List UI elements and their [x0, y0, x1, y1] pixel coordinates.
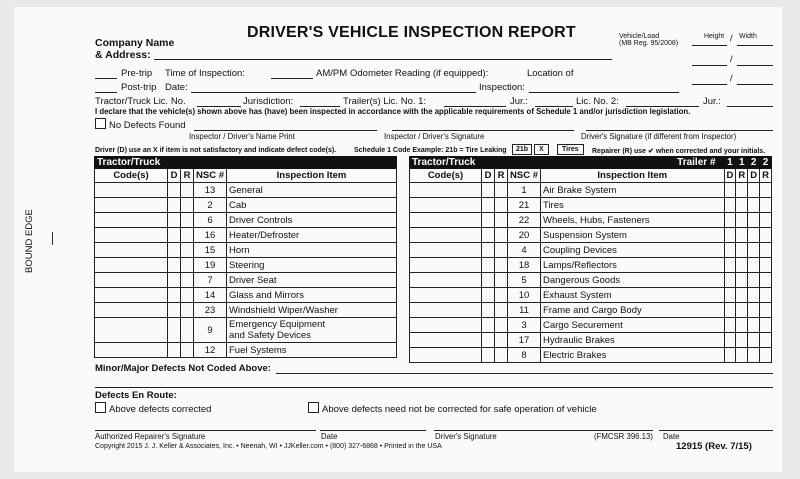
item-label: Windshield Wiper/Washer	[229, 304, 338, 316]
code-cell[interactable]	[410, 243, 482, 258]
height-field-3[interactable]	[692, 84, 727, 85]
trailer-check-cell[interactable]	[724, 183, 736, 198]
jur1-label: Jur.:	[510, 96, 528, 107]
repairer-cell[interactable]	[181, 183, 194, 198]
address-label: & Address:	[95, 49, 151, 61]
driver-cell[interactable]	[168, 213, 181, 228]
driver-cell[interactable]	[168, 318, 181, 343]
width-field-1[interactable]	[737, 45, 773, 46]
repairer-cell[interactable]	[181, 273, 194, 288]
inspector-sig-field[interactable]	[392, 130, 574, 131]
post-trip-check[interactable]	[95, 92, 117, 93]
repairer-cell[interactable]	[181, 288, 194, 303]
inspection-item-cell: Wheels, Hubs, Fasteners	[541, 213, 725, 228]
code-cell[interactable]	[410, 183, 482, 198]
inspection-item-cell: Dangerous Goods	[541, 273, 725, 288]
trailer-check-cell[interactable]	[760, 198, 772, 213]
nsc-cell: 2	[194, 198, 227, 213]
trailer-check-cell[interactable]	[748, 198, 760, 213]
trailer-check-cell[interactable]	[748, 183, 760, 198]
driver-cell[interactable]	[482, 333, 495, 348]
right-section-header: Tractor/Truck	[412, 157, 476, 168]
driver-cell[interactable]	[168, 243, 181, 258]
table-row	[410, 288, 772, 303]
code-cell[interactable]	[410, 303, 482, 318]
nsc-cell: 6	[194, 213, 227, 228]
table-row	[95, 243, 397, 258]
mb-reg-label: (MB Reg. 95/2008)	[619, 40, 679, 47]
inspection-item-cell	[227, 318, 397, 343]
pre-trip-check[interactable]	[95, 78, 117, 79]
item-label: Driver Controls	[229, 214, 293, 226]
trailer-number-label: Trailer #	[677, 157, 716, 168]
am-pm-label: AM/PM	[316, 68, 348, 79]
repairer-cell[interactable]	[181, 198, 194, 213]
table-row	[410, 228, 772, 243]
tractor-inspection-table: Tractor/Truck Code(s) D R NSC # Inspection Item 13 General 2 Cab 6 Driver Controls 16 Heater/Defroster 15 Horn 19 Steering 7 Driver Seat 14 Glass and Mirrors 23 Windshield Wiper/Washer 9 Emergency Equipment and Safety Devices 12 Fuel Systems	[94, 156, 397, 358]
item-label: Fuel Systems	[229, 344, 287, 356]
height-field-1[interactable]	[692, 45, 727, 46]
fmcsr-label: (FMCSR 396.13)	[594, 432, 653, 441]
driver-cell[interactable]	[168, 288, 181, 303]
repairer-cell[interactable]	[495, 243, 508, 258]
driver-cell[interactable]	[482, 228, 495, 243]
width-field-2[interactable]	[737, 65, 773, 66]
nsc-cell: 3	[508, 318, 541, 333]
driver-date-label: Date	[663, 432, 680, 441]
no-defects-option[interactable]	[95, 118, 186, 131]
code-cell[interactable]	[410, 288, 482, 303]
driver-cell[interactable]	[482, 258, 495, 273]
repairer-cell[interactable]	[495, 183, 508, 198]
code-cell[interactable]	[95, 243, 168, 258]
repairer-cell[interactable]	[495, 348, 508, 363]
form-number: 12915 (Rev. 7/15)	[676, 441, 752, 452]
table-row	[95, 198, 397, 213]
trailer-check-cell[interactable]	[724, 348, 736, 363]
driver-cell[interactable]	[168, 273, 181, 288]
table-row	[95, 318, 397, 343]
nsc-cell: 19	[194, 258, 227, 273]
driver-cell[interactable]	[168, 198, 181, 213]
inspection-item-cell	[227, 213, 397, 228]
nsc-cell: 5	[508, 273, 541, 288]
driver-sig-field[interactable]	[586, 130, 773, 131]
trailer-check-cell[interactable]	[724, 228, 736, 243]
trailer-check-cell[interactable]	[736, 213, 748, 228]
driver-cell[interactable]	[482, 198, 495, 213]
item-label: Glass and Mirrors	[229, 289, 304, 301]
driver-cell[interactable]	[482, 288, 495, 303]
inspection-item-cell: Lamps/Reflectors	[541, 258, 725, 273]
item-label: Heater/Defroster	[229, 229, 300, 241]
code-cell[interactable]	[95, 183, 168, 198]
trailer-check-cell[interactable]	[760, 228, 772, 243]
trailer-check-cell[interactable]	[760, 303, 772, 318]
inspection-item-cell: Tires	[541, 198, 725, 213]
trailer-check-cell[interactable]	[724, 198, 736, 213]
nsc-cell: 4	[508, 243, 541, 258]
repairer-cell[interactable]	[495, 213, 508, 228]
jurisdiction-label: Jurisdiction:	[243, 96, 294, 107]
inspection-item-cell	[227, 303, 397, 318]
inspection-item-cell	[227, 288, 397, 303]
repairer-cell[interactable]	[181, 318, 194, 343]
pre-trip-label: Pre-trip	[121, 68, 153, 79]
inspection-item-cell	[227, 228, 397, 243]
trailer-check-cell[interactable]	[736, 273, 748, 288]
inspection-item-cell	[227, 243, 397, 258]
driver-sig-bottom-field[interactable]	[434, 430, 653, 431]
driver-cell[interactable]	[168, 183, 181, 198]
repairer-cell[interactable]	[495, 318, 508, 333]
code-cell[interactable]	[95, 258, 168, 273]
jur2-label: Jur.:	[703, 96, 721, 107]
item-label-line2: and Safety Devices	[229, 330, 311, 341]
nsc-cell: 18	[508, 258, 541, 273]
driver-cell[interactable]	[482, 243, 495, 258]
corrected-option[interactable]	[95, 402, 211, 415]
example-item: Tires	[557, 144, 584, 155]
table-row	[410, 273, 772, 288]
trailer-check-cell[interactable]	[736, 303, 748, 318]
not-corrected-option[interactable]	[308, 402, 597, 415]
not-corrected-checkbox[interactable]	[308, 402, 319, 413]
trailer-check-cell[interactable]	[724, 288, 736, 303]
table-row	[95, 288, 397, 303]
table-row	[95, 228, 397, 243]
inspection-item-cell: Hydraulic Brakes	[541, 333, 725, 348]
table-row	[410, 333, 772, 348]
form-title: DRIVER'S VEHICLE INSPECTION REPORT	[247, 24, 576, 41]
inspection-item-cell: Coupling Devices	[541, 243, 725, 258]
nsc-cell: 9	[194, 318, 227, 343]
code-cell[interactable]	[410, 273, 482, 288]
repairer-cell[interactable]	[181, 228, 194, 243]
nsc-cell: 21	[508, 198, 541, 213]
inspection-item-cell: Frame and Cargo Body	[541, 303, 725, 318]
odometer-label: Odometer Reading (if equipped):	[350, 68, 489, 79]
trailer-inspection-table: Tractor/Truck Trailer # 1 1 2 2 Code(s) D R NSC # Inspection Item D R D R 1 Air Brake System 21 Tires 22 Wheels, Hubs, Fasteners 20 Suspension System 4 Coupling Devices 18 Lamps/Reflectors 5 Dangerous Goods 10 Exhaust System 11 Frame and Cargo Body 3 Cargo Securement 17 Hydraulic Brakes 8 Electric Brakes	[409, 156, 772, 363]
location-of-label: Location of	[527, 68, 574, 79]
repairer-cell[interactable]	[495, 333, 508, 348]
nsc-cell: 7	[194, 273, 227, 288]
trailer-check-cell[interactable]	[748, 243, 760, 258]
trailer-lic1-label: Trailer(s) Lic. No. 1:	[343, 96, 427, 107]
driver-cell[interactable]	[168, 303, 181, 318]
trailer-check-cell[interactable]	[760, 348, 772, 363]
vehicle-load-label: Vehicle/Load	[619, 33, 660, 40]
inspector-sig-label: Inspector / Driver's Signature	[384, 132, 485, 141]
item-label: Driver Seat	[229, 274, 277, 286]
trailer-check-cell[interactable]	[760, 333, 772, 348]
trailer-check-cell[interactable]	[736, 288, 748, 303]
code-cell[interactable]	[95, 228, 168, 243]
trailer-check-cell[interactable]	[724, 243, 736, 258]
repairer-cell[interactable]	[495, 288, 508, 303]
driver-cell[interactable]	[482, 348, 495, 363]
driver-instruction: Driver (D) use an X if item is not satisfactory and indicate defect code(s).	[95, 147, 337, 154]
code-cell[interactable]	[410, 228, 482, 243]
address-field[interactable]	[154, 59, 612, 60]
declaration-text: I declare that the vehicle(s) shown above has (have) been inspected in accordance with the applicable requirements of Schedule 1 and/or jurisdiction legislation.	[95, 107, 691, 116]
trailer-check-cell[interactable]	[736, 258, 748, 273]
repairer-cell[interactable]	[495, 303, 508, 318]
width-label: Width	[739, 33, 757, 40]
jur2-field[interactable]	[727, 106, 773, 107]
trailer-check-cell[interactable]	[760, 243, 772, 258]
table-row	[410, 213, 772, 228]
inspection-item-cell	[227, 258, 397, 273]
nsc-cell: 17	[508, 333, 541, 348]
inspection-item-cell: Electric Brakes	[541, 348, 725, 363]
code-cell[interactable]	[410, 213, 482, 228]
inspection-item-cell	[227, 183, 397, 198]
code-cell[interactable]	[95, 343, 168, 358]
trailer-check-cell[interactable]	[724, 213, 736, 228]
table-row	[95, 213, 397, 228]
driver-cell[interactable]	[168, 228, 181, 243]
tractor-lic-label: Tractor/Truck Lic. No.	[95, 96, 186, 107]
minor-major-field[interactable]	[276, 373, 773, 374]
item-label: Horn	[229, 244, 250, 256]
nsc-cell: 10	[508, 288, 541, 303]
code-cell[interactable]	[95, 198, 168, 213]
table-row	[410, 183, 772, 198]
example-mark: X	[534, 144, 549, 155]
trailer-check-cell[interactable]	[724, 318, 736, 333]
time-field[interactable]	[271, 78, 313, 79]
nsc-cell: 12	[194, 343, 227, 358]
repairer-cell[interactable]	[495, 258, 508, 273]
code-cell[interactable]	[410, 258, 482, 273]
trailer-check-cell[interactable]	[736, 243, 748, 258]
trailer-check-cell[interactable]	[748, 333, 760, 348]
table-row	[95, 273, 397, 288]
nsc-cell: 16	[194, 228, 227, 243]
nsc-cell: 8	[508, 348, 541, 363]
repairer-date-field[interactable]	[320, 430, 426, 431]
code-cell[interactable]	[410, 198, 482, 213]
table-row	[410, 303, 772, 318]
repairer-sig-field[interactable]	[95, 430, 316, 431]
nsc-cell: 11	[508, 303, 541, 318]
inspection-item-cell: Exhaust System	[541, 288, 725, 303]
repairer-cell[interactable]	[181, 213, 194, 228]
item-label: Steering	[229, 259, 265, 271]
location-field[interactable]	[529, 92, 679, 93]
height-field-2[interactable]	[692, 65, 727, 66]
driver-date-field[interactable]	[659, 430, 773, 431]
code-cell[interactable]	[95, 213, 168, 228]
table-row	[410, 348, 772, 363]
driver-cell[interactable]	[168, 258, 181, 273]
width-field-3[interactable]	[737, 84, 773, 85]
inspection-item-cell	[227, 343, 397, 358]
trailer-check-cell[interactable]	[736, 228, 748, 243]
repairer-cell[interactable]	[181, 343, 194, 358]
inspection-item-cell: Suspension System	[541, 228, 725, 243]
driver-cell[interactable]	[482, 318, 495, 333]
trailer-check-cell[interactable]	[760, 183, 772, 198]
trailer-check-cell[interactable]	[748, 273, 760, 288]
repairer-cell[interactable]	[181, 243, 194, 258]
trailer-check-cell[interactable]	[736, 333, 748, 348]
code-cell[interactable]	[410, 333, 482, 348]
trailer-check-cell[interactable]	[748, 258, 760, 273]
inspection-item-cell: Cargo Securement	[541, 318, 725, 333]
trailer-check-cell[interactable]	[724, 273, 736, 288]
trailer-check-cell[interactable]	[748, 288, 760, 303]
inspection-item-cell	[227, 198, 397, 213]
corrected-checkbox[interactable]	[95, 402, 106, 413]
repairer-cell[interactable]	[181, 303, 194, 318]
code-cell[interactable]	[410, 318, 482, 333]
item-label: Cab	[229, 199, 247, 211]
inspector-name-field[interactable]	[194, 130, 377, 131]
trailer-check-cell[interactable]	[748, 318, 760, 333]
trailer-check-cell[interactable]	[736, 198, 748, 213]
left-section-header: Tractor/Truck	[95, 157, 397, 169]
trailer-check-cell[interactable]	[748, 228, 760, 243]
trailer-check-cell[interactable]	[736, 318, 748, 333]
inspector-name-label: Inspector / Driver's Name Print	[189, 132, 295, 141]
driver-sig-label: Driver's Signature (if different from Inspector)	[581, 132, 737, 141]
driver-cell[interactable]	[482, 273, 495, 288]
table-row	[95, 343, 397, 358]
company-name-label: Company Name	[95, 37, 175, 49]
code-cell[interactable]	[95, 273, 168, 288]
schedule-example: Schedule 1 Code Example: 21b = Tire Leaking	[354, 147, 507, 154]
date-label: Date:	[165, 82, 188, 93]
inspection-item-cell: Air Brake System	[541, 183, 725, 198]
trailer-check-cell[interactable]	[748, 213, 760, 228]
lic2-label: Lic. No. 2:	[576, 96, 619, 107]
driver-cell[interactable]	[482, 213, 495, 228]
nsc-cell: 14	[194, 288, 227, 303]
repairer-instruction: Repairer (R) use ✔ when corrected and your initials.	[592, 148, 766, 155]
time-of-inspection-label: Time of Inspection:	[165, 68, 245, 79]
repairer-cell[interactable]	[181, 258, 194, 273]
nsc-cell: 13	[194, 183, 227, 198]
code-cell[interactable]	[95, 288, 168, 303]
copyright-text: Copyright 2015 J. J. Keller & Associates, Inc. • Neenah, WI • JJKeller.com • (800) 327-6868 • Printed in the USA	[95, 443, 442, 450]
trailer-check-cell[interactable]	[760, 318, 772, 333]
nsc-cell: 23	[194, 303, 227, 318]
table-row	[95, 258, 397, 273]
post-trip-label: Post-trip	[121, 82, 157, 93]
no-defects-label: No Defects Found	[109, 120, 186, 131]
inspection-label: Inspection:	[479, 82, 525, 93]
trailer-check-cell[interactable]	[760, 273, 772, 288]
repairer-sig-label: Authorized Repairer's Signature	[95, 432, 206, 441]
item-label: Emergency Equipment	[229, 319, 326, 330]
driver-cell[interactable]	[482, 303, 495, 318]
bound-edge-label: BOUND EDGE	[24, 209, 35, 273]
defects-en-route-label: Defects En Route:	[95, 390, 177, 401]
table-row	[410, 243, 772, 258]
trailer-check-cell[interactable]	[760, 288, 772, 303]
nsc-cell: 20	[508, 228, 541, 243]
nsc-cell: 22	[508, 213, 541, 228]
table-row	[410, 258, 772, 273]
height-label: Height	[704, 33, 725, 40]
repairer-cell[interactable]	[495, 228, 508, 243]
trailer-check-cell[interactable]	[748, 348, 760, 363]
trailer-check-cell[interactable]	[760, 213, 772, 228]
item-label: General	[229, 184, 263, 196]
table-row	[410, 198, 772, 213]
driver-cell[interactable]	[168, 343, 181, 358]
example-code: 21b	[512, 144, 532, 155]
inspection-item-cell	[227, 273, 397, 288]
trailer-check-cell[interactable]	[724, 303, 736, 318]
minor-major-field-2[interactable]	[95, 387, 773, 388]
corrected-label: Above defects corrected	[109, 404, 212, 415]
nsc-cell: 1	[508, 183, 541, 198]
minor-major-label: Minor/Major Defects Not Coded Above:	[95, 363, 271, 374]
no-defects-checkbox[interactable]	[95, 118, 106, 129]
driver-cell[interactable]	[482, 183, 495, 198]
trailer-check-cell[interactable]	[736, 183, 748, 198]
bound-edge-mark	[52, 232, 53, 245]
code-cell[interactable]	[95, 318, 168, 343]
table-row	[95, 183, 397, 198]
repairer-date-label: Date	[321, 432, 338, 441]
trailer-check-cell[interactable]	[748, 303, 760, 318]
date-field[interactable]	[191, 92, 476, 93]
repairer-cell[interactable]	[495, 273, 508, 288]
table-row	[410, 318, 772, 333]
not-corrected-label: Above defects need not be corrected for safe operation of vehicle	[322, 404, 597, 415]
repairer-cell[interactable]	[495, 198, 508, 213]
code-cell[interactable]	[95, 303, 168, 318]
trailer-check-cell[interactable]	[760, 258, 772, 273]
trailer-check-cell[interactable]	[736, 348, 748, 363]
driver-sig-bottom-label: Driver's Signature	[435, 432, 497, 441]
inspection-form: DRIVER'S VEHICLE INSPECTION REPORT Company Name & Address: Vehicle/Load (MB Reg. 95/2008) Height Width / / / Pre-trip Time of Inspection: AM/PM Odometer Reading (if equipped): Location of Post-trip Date: Inspection: Tractor/Truck Lic. No. Jurisdiction: Trailer(s) Lic. No. 1: Jur.: Lic. No. 2: Jur.: I declare that the vehicle(s) shown above has (have) been inspected in accordance with the applicable requirements of Schedule 1 and/or jurisdiction legislation. No Defects Found Inspector / Driver's Name Print Inspector / Driver's Signature Driver's Signature (if different from Inspector) Driver (D) use an X if item is not satisfactory and indicate defect code(s). Schedule 1 Code Example: 21b = Tire Leaking 21b X Tires Repairer (R) use ✔ when corrected and your initials. Tractor/Truck Code(s) D R NSC # Inspection Item 13 General 2 Cab 6 Driver Controls 16 Heater/Defroster 15 Horn 19 Steering 7 Driver Seat 14 Glass and Mirrors 23 Windshield Wiper/Washer 9 Emergency Equipment and Safety Devices 12 Fuel Systems Tractor/Truck Trailer # 1 1 2 2 Code(s) D R NSC # Inspection Item D R D R 1 Air Brake System 21 Tires 22 Wheels, Hubs, Fasteners 20 Suspension System 4 Coupling Devices 18 Lamps/Reflectors 5 Dangerous Goods 10 Exhaust System 11 Frame and Cargo Body 3 Cargo Securement 17 Hydraulic Brakes 8 Electric Brakes Minor/Major Defects Not Coded Above: Defects En Route: Above defects corrected Above defects need not be corrected for safe operation of vehicle Authorized Repairer's Signature Date Driver's Signature (FMCSR 396.13) Date Copyright 2015 J. J. Keller & Associates, Inc. • Neenah, WI • JJKeller.com • (800) 327-6868 • Printed in the USA 12915 (Rev. 7/15)	[14, 7, 782, 472]
trailer-check-cell[interactable]	[724, 258, 736, 273]
nsc-cell: 15	[194, 243, 227, 258]
code-cell[interactable]	[410, 348, 482, 363]
table-row	[95, 303, 397, 318]
trailer-check-cell[interactable]	[724, 333, 736, 348]
